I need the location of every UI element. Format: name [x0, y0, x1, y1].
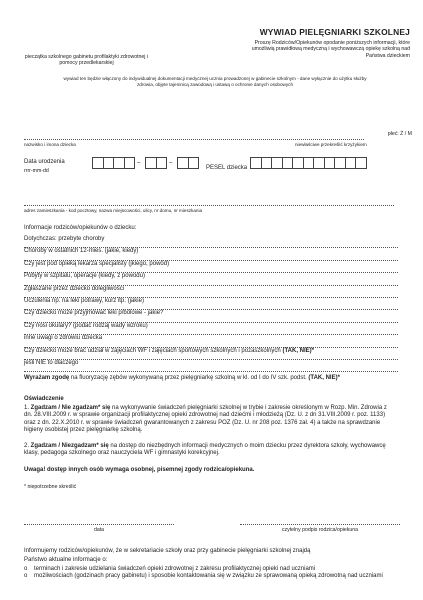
info-row[interactable]	[24, 286, 398, 298]
fluoride-consent	[24, 375, 414, 382]
name-line[interactable]	[24, 139, 364, 140]
fluoride-options[interactable]: (TAK, NIE)*	[308, 375, 340, 381]
info-row-label: Czy dziecko może przyjmować leki p/bólowe - jakie?	[24, 310, 164, 317]
dob-label: Data urodzenia	[24, 159, 65, 165]
form-title: WYWIAD PIELĘGNIARKI SZKOLNEJ	[259, 27, 410, 37]
pe-question-row[interactable]	[24, 348, 398, 360]
parent-info-heading: Informacje rodziców/opiekunów o dziecku:	[24, 225, 137, 231]
footer-lead: Informujemy rodziców/opiekunów, że w sekretariacie szkoły oraz przy gabinecie pielęgniarki szkolnej znajdą	[24, 548, 311, 554]
declaration-1-text: na wykonywanie świadczeń pielęgniarki szkolnej w trybie i zakresie określonym w Rozp. Min. Zdrowia z dn. 28.VIII.2009 r. w sprawie organizacji profilaktycznej opieki zdrowotnej nad dziećmi i młodzieżą (Dz. U. z dn 31.VIII.2009 r. poz. 1133) oraz z dn. 22.X.2010 r. w sprawie świadczeń gwarantowanych z zakresu POZ (Dz. U. nr 208 poz. 1376 zał. 4) a także na sprawdzanie higieny osobistej przez pielęgniarkę szkolną.	[24, 405, 387, 434]
info-row-label: Zgłaszane przez dziecko dolegliwości	[24, 285, 125, 292]
footer-lead-2: Państwo aktualne informacje o:	[24, 557, 108, 563]
footer-bullet-text: możliwościach (godzinach pracy gabinetu) i sposobie kontaktowania się w związku ze sprawowaną opieką zdrowotną nad uczniami	[34, 573, 383, 580]
declaration-1-number: 1.	[24, 405, 31, 411]
declaration-1-lead[interactable]: Zgadzam / Nie zgadzam* się	[30, 405, 111, 411]
info-row-label: Czy jest pod opieką lekarza specjalisty (jkiego, powód)	[24, 260, 170, 267]
form-intro: Proszę Rodziców/Opiekunów opodanie poniższych informacji, które umożliwią prawidłową medyczną i wychowawczą opiekę szkolną nad Państwa dzieckiem	[251, 40, 410, 59]
declaration-2-text: na dostęp do niezbędnych informacji medycznych o moim dziecku przez dyrektora szkoły, wychowawcę klasy, pedagoga szkolnego oraz nauczyciela WF i gimnastyki korekcyjnej.	[24, 443, 386, 457]
date-line[interactable]	[24, 524, 174, 525]
info-row[interactable]	[24, 273, 398, 285]
pesel-cells[interactable]	[250, 157, 367, 169]
pesel-label: PESEL dziecka	[206, 165, 248, 171]
pe-question-text: Czy dziecko może brać udział w zajęciach WF i zajęciach sportowych szkolnych i pozaszkolnych	[24, 347, 281, 354]
info-row[interactable]	[24, 261, 398, 273]
stamp-area	[24, 30, 149, 70]
confidentiality-note: wywiad ten będzie włączony do indywidualnej dokumentacji medycznej ucznia prowadzonej w gabinecie szkolnym - dane wyłącznie do użytku służby zdrowia, objęte tajemnicą zawodową i ustawą o ochronie danych osobowych	[63, 76, 367, 87]
info-row-label: Czy nosi okulary? (podać rodzaj wady wzroku)	[24, 322, 148, 329]
info-row-label: Uczulenia np. na leki potrawy, kurz itp. (jakie)	[24, 297, 144, 304]
fluoride-lead: Wyrażam zgodę	[24, 375, 70, 381]
declaration-1	[24, 405, 396, 435]
dob-month-cells[interactable]	[145, 157, 167, 169]
stamp-label: pieczątka szkolnego gabinetu profilaktyki zdrowotnej i pomocy przedlekarskiej	[24, 54, 149, 67]
pe-question-options: (TAK, NIE)*	[282, 347, 315, 354]
info-row[interactable]	[24, 323, 398, 335]
dob-separator-2: –	[169, 160, 173, 166]
info-row[interactable]	[24, 335, 398, 347]
date-label: data	[93, 527, 105, 533]
fluoride-text: na fluoryzację zębów wykonywaną przez pielęgniarkę szkolną w kl. od I do IV szk. podst.	[69, 375, 309, 381]
info-row[interactable]	[24, 298, 398, 310]
bullet-icon: o	[24, 566, 28, 572]
parent-info-list	[24, 236, 398, 372]
info-row[interactable]	[24, 236, 398, 248]
sex-hint: niewłaściwe przekreślić krzyżykiem	[295, 142, 367, 147]
footer-list	[24, 566, 396, 581]
dob-format: rrrr-mm-dd	[24, 168, 49, 174]
footer-bullet	[24, 573, 396, 580]
declaration-2-number: 2.	[24, 443, 31, 449]
address-label: adres zamieszkania - kod pocztowy, nazwa miejscowości, ulicy, nr domu, nr mieszkania	[24, 208, 203, 213]
footer-bullet	[24, 566, 396, 573]
info-row[interactable]	[24, 310, 398, 322]
signature-label: czytelny podpis rodzica/opiekuna	[281, 527, 359, 533]
bullet-icon: o	[24, 573, 28, 580]
pe-reason-row[interactable]	[24, 360, 398, 372]
footnote: * niepotrzebne skreślić	[24, 484, 77, 490]
info-row-label: Pobyty w szpitalu, operacje (kiedy, z powodu)	[24, 273, 145, 280]
name-label: nazwisko i imona dziecka	[24, 142, 76, 147]
access-note: Uwaga! dostęp innych osób wymaga osobnej, pisemnej zgody rodzica/opiekuna.	[24, 467, 255, 473]
info-row-label: inne uwagi o zdrowiu dziecka	[24, 335, 103, 342]
dob-year-cells[interactable]	[92, 157, 135, 169]
pe-reason-label: jeśli NIE to dlaczego	[24, 359, 79, 366]
address-line[interactable]	[24, 205, 394, 206]
footer-bullet-text: terminach i zakresie udzielania świadczeń opieki zdrowotnej z zakresu profilaktycznej opieki nad uczniami	[34, 566, 316, 572]
sex-field[interactable]: płeć: Ż / M	[387, 131, 412, 137]
info-row-label: Choroby w ostatnich 12-mies. (jakie, kiedy)	[24, 248, 139, 255]
declaration-heading: Oświadczenie	[24, 396, 64, 402]
info-row[interactable]	[24, 248, 398, 260]
dob-day-cells[interactable]	[177, 157, 199, 169]
declaration-2-lead[interactable]: Zgadzam / Niezgadzam* się	[30, 443, 109, 449]
dob-separator: –	[137, 160, 141, 166]
info-row-label: Dotychczas: przebyte choroby	[24, 236, 105, 242]
signature-line[interactable]	[240, 524, 400, 525]
declaration-2	[24, 443, 396, 458]
